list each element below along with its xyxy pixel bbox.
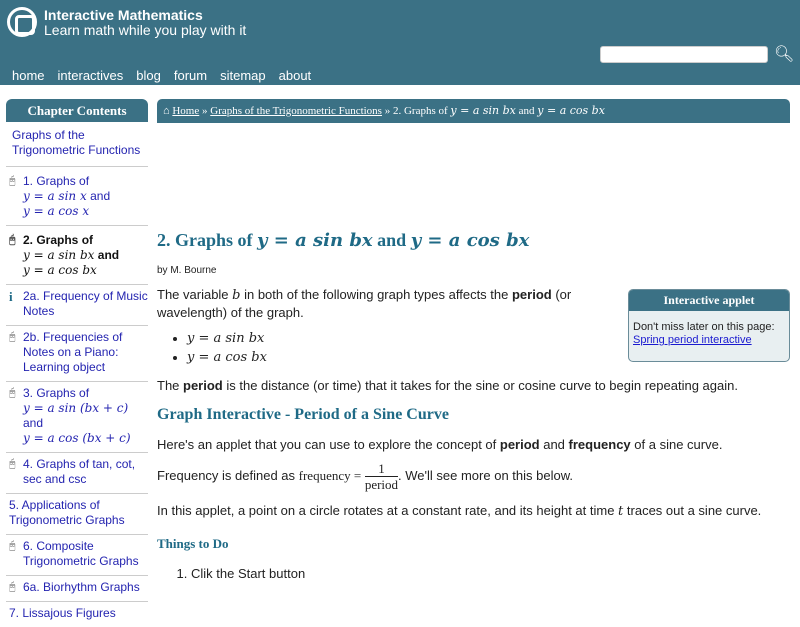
chapter-contents-heading: Chapter Contents: [6, 99, 148, 122]
sidebar-item-6[interactable]: 🖰︎ 6. Composite Trigonometric Graphs: [6, 535, 148, 576]
sidebar-item-4[interactable]: 🖰︎ 4. Graphs of tan, cot, sec and csc: [6, 453, 148, 494]
applet-box-title: Interactive applet: [629, 290, 789, 311]
nav-interactives[interactable]: interactives: [57, 68, 124, 83]
main-nav: [12, 68, 311, 83]
spring-period-link[interactable]: Spring period interactive: [633, 334, 752, 346]
mouse-icon: 🖰︎: [9, 540, 16, 552]
frequency-paragraph: Frequency is defined as frequency = $\frac{1}{\text{period}}$ . We'll see more on this below.: [157, 461, 573, 492]
mouse-icon: 🖰︎: [9, 581, 16, 593]
sidebar-item-2b[interactable]: 🖰︎ 2b. Frequencies of Notes on a Piano: Learning object: [6, 326, 148, 382]
period-paragraph: The period is the distance (or time) that it takes for the sine or cosine curve to begin repeating again.: [157, 378, 738, 393]
sidebar-item-3[interactable]: 🖰︎ 3. Graphs of y = a sin (bx + c) and y = a cos (bx + c): [6, 382, 148, 453]
steps-list: [191, 566, 787, 581]
page-title: 2. Graphs of y = a sin bx and y = a cos bx: [157, 230, 530, 251]
sidebar-item-1[interactable]: 🖰︎ 1. Graphs of y = a sin x and y = a cos x: [6, 167, 148, 226]
mouse-icon: 🖰︎: [9, 331, 16, 343]
sidebar-item-6a[interactable]: 🖰︎ 6a. Biorhythm Graphs: [6, 576, 148, 602]
site-header: [0, 0, 800, 85]
sidebar-item-2a[interactable]: i 2a. Frequency of Music Notes: [6, 285, 148, 326]
step-item: 1. Clik the Start button: [191, 566, 787, 581]
home-icon[interactable]: ⌂: [163, 105, 170, 117]
breadcrumb-section[interactable]: Graphs of the Trigonometric Functions: [210, 105, 382, 117]
sidebar-item-7[interactable]: 7. Lissajous Figures: [9, 606, 116, 620]
sidebar-item-5[interactable]: 5. Applications of Trigonometric Graphs: [6, 494, 148, 535]
intro-paragraph: The variable b in both of the following graph types affects the period (or wavelength) of the graph.: [157, 287, 572, 320]
nav-sitemap[interactable]: sitemap: [220, 68, 266, 83]
breadcrumb-home[interactable]: Home: [172, 105, 200, 117]
section-heading: Graph Interactive - Period of a Sine Curve: [157, 406, 449, 423]
mouse-icon: 🖰︎: [9, 458, 16, 470]
logo-icon[interactable]: [7, 7, 37, 37]
sidebar-item-chapter[interactable]: Graphs of the Trigonometric Functions: [6, 124, 148, 167]
nav-home[interactable]: home: [12, 68, 45, 83]
search-icon[interactable]: 🔍︎: [774, 46, 795, 63]
main-content: [157, 230, 787, 581]
mouse-icon: 🖰︎: [9, 387, 16, 399]
circle-paragraph: In this applet, a point on a circle rotates at a constant rate, and its height at time t traces out a sine curve.: [157, 503, 762, 519]
mouse-icon: 🖰︎: [9, 175, 16, 187]
sidebar-item-2[interactable]: 🖰︎ 2. Graphs of y = a sin bx and y = a cos bx: [6, 226, 148, 285]
interactive-applet-box: Interactive applet Don't miss later on this page: Spring period interactive: [628, 289, 790, 362]
site-title[interactable]: Interactive Mathematics: [44, 7, 203, 23]
info-icon: i: [9, 289, 13, 304]
applet-paragraph: Here's an applet that you can use to explore the concept of period and frequency of a sine curve.: [157, 437, 723, 452]
nav-about[interactable]: about: [278, 68, 312, 83]
sidebar: [6, 124, 148, 627]
breadcrumb: ⌂ Home » Graphs of the Trigonometric Functions » 2. Graphs of y = a sin bx and y = a cos bx: [157, 99, 790, 123]
mouse-icon: 🖰︎: [9, 234, 16, 246]
formula-list: • y = a sin bx • y = a cos bx: [187, 329, 787, 367]
search-input[interactable]: [600, 46, 768, 63]
things-to-do-heading: Things to Do: [157, 536, 229, 551]
frequency-fraction: $\frac{1}{\text{period}}$: [364, 461, 399, 492]
site-tagline: Learn math while you play with it: [44, 22, 247, 38]
nav-forum[interactable]: forum: [173, 68, 208, 83]
breadcrumb-current: 2. Graphs of y = a sin bx and y = a cos bx: [392, 104, 605, 117]
nav-blog[interactable]: blog: [136, 68, 161, 83]
byline: by M. Bourne: [157, 265, 217, 276]
